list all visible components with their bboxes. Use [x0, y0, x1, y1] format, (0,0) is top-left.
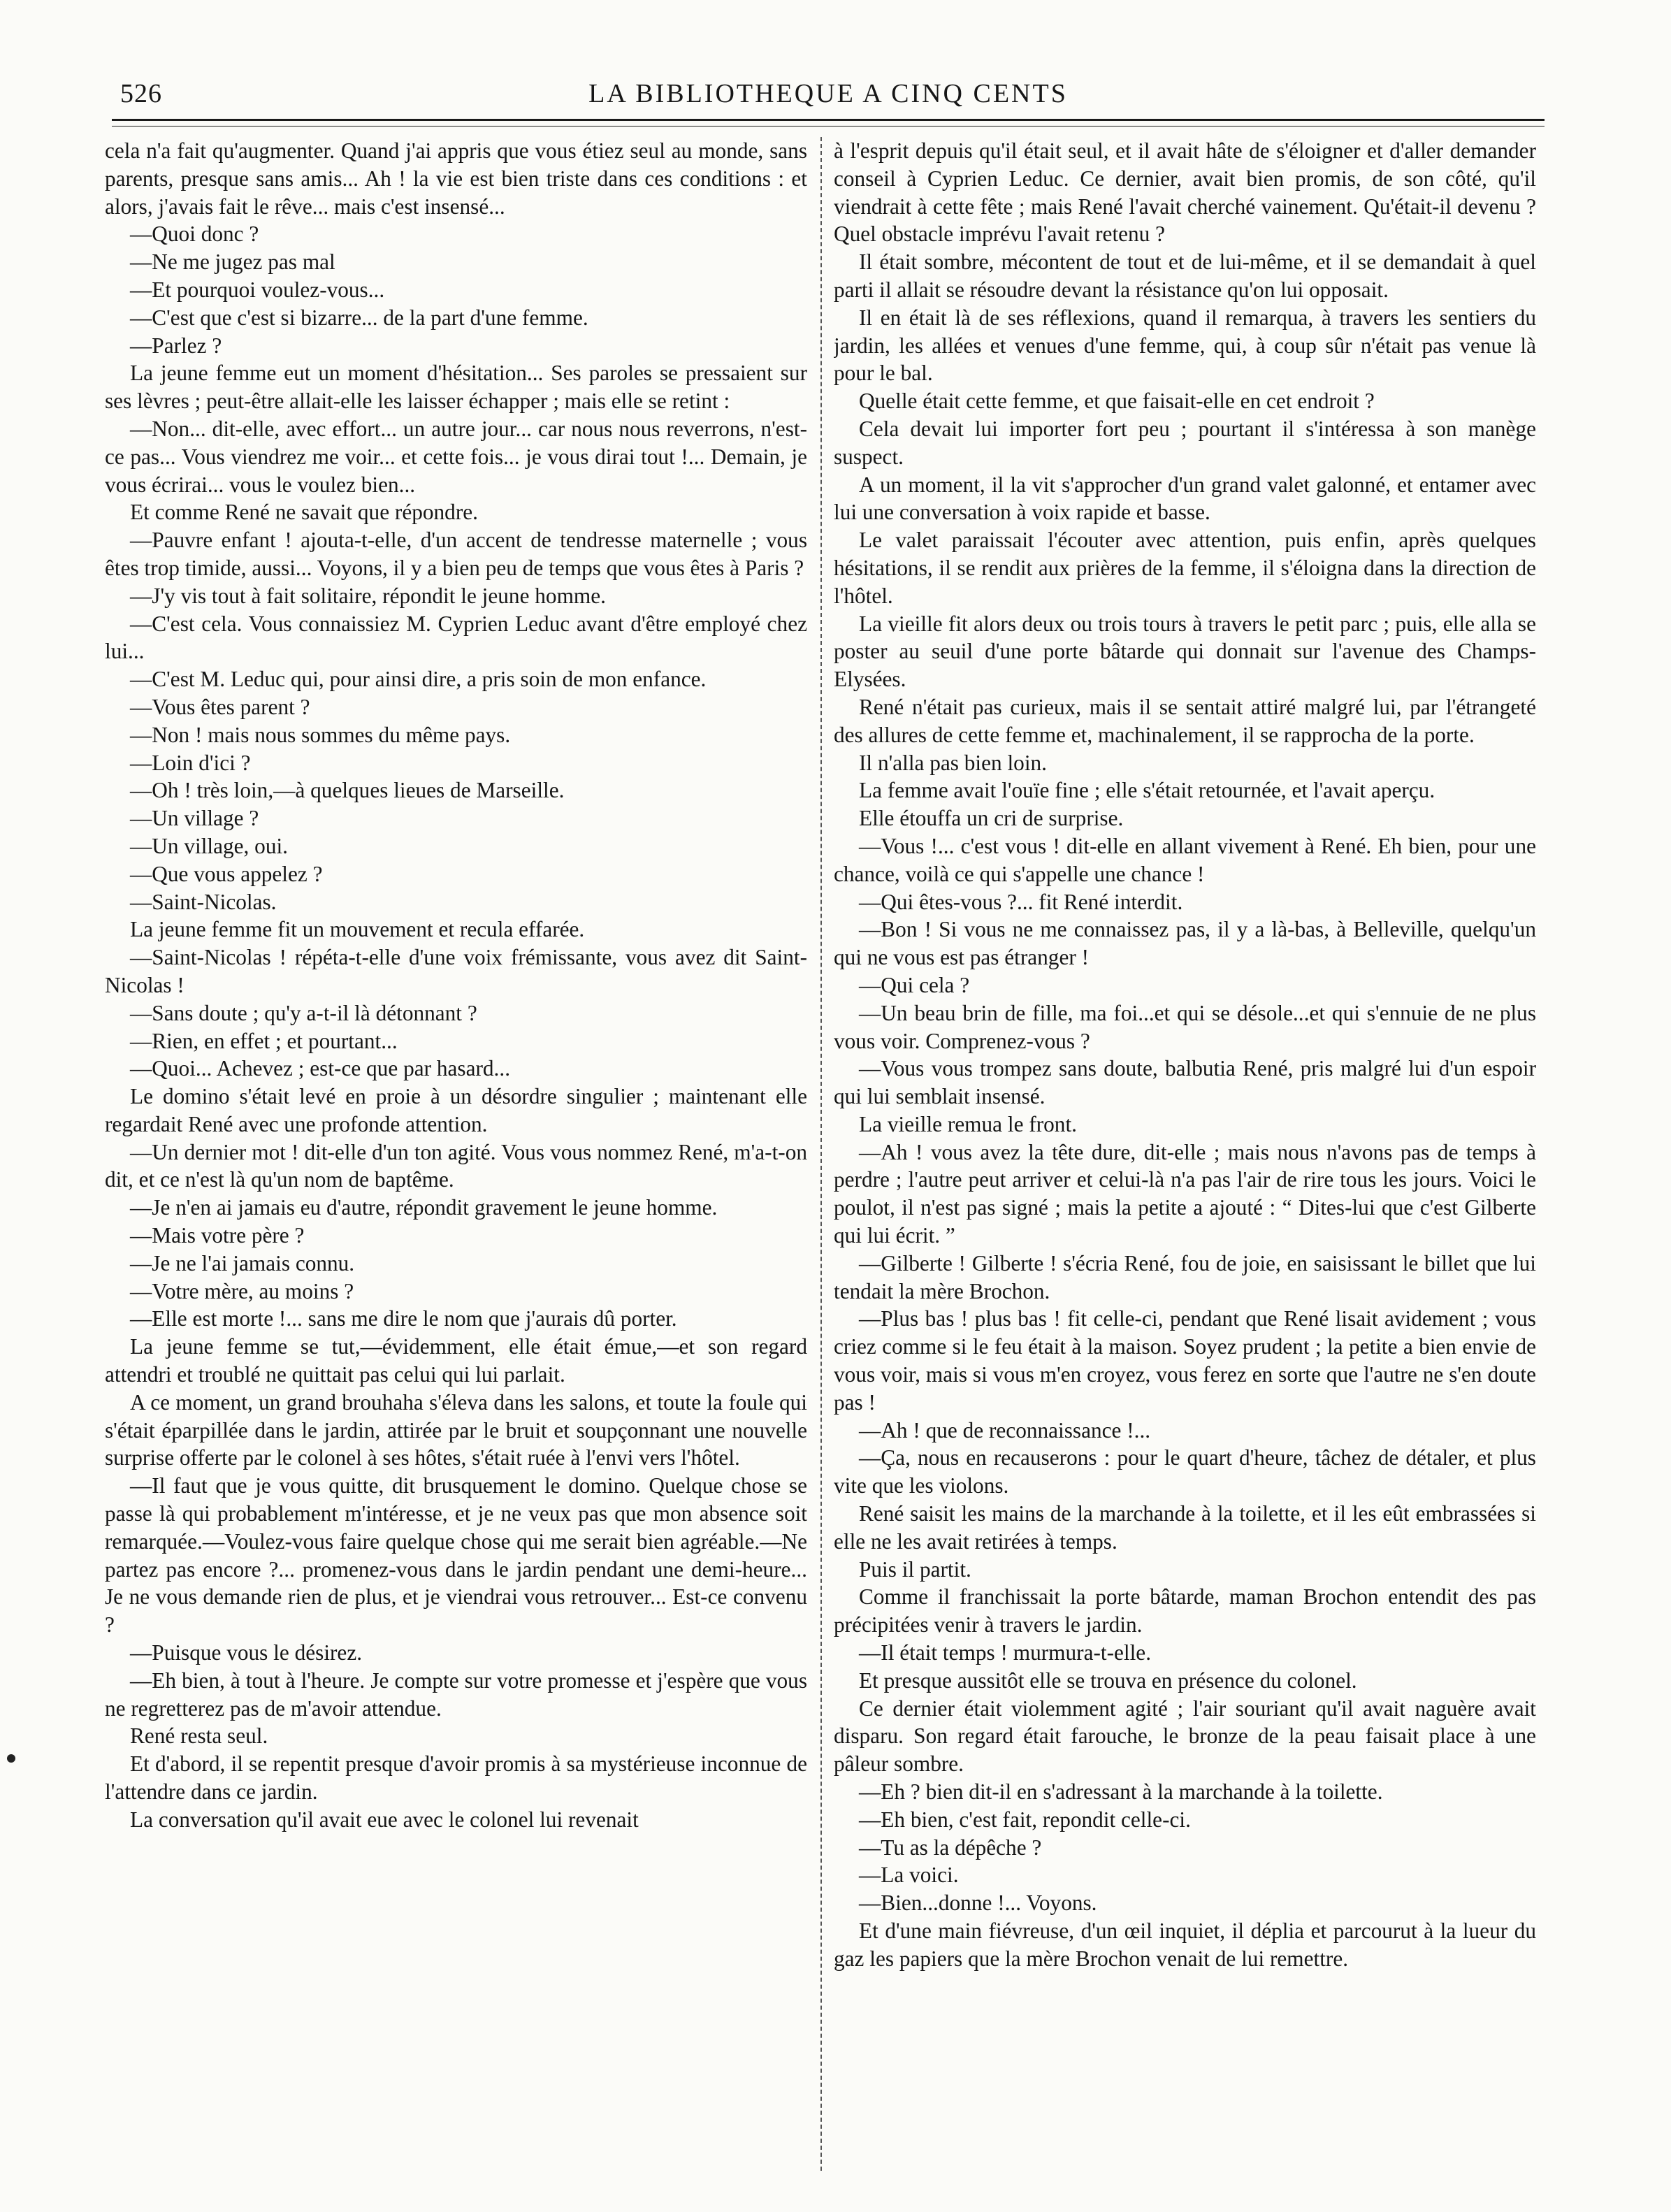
margin-ink-dot	[7, 1754, 15, 1763]
paragraph: —Saint-Nicolas ! répéta-t-elle d'une voix frémissante, vous avez dit Saint-Nicolas !	[105, 945, 807, 997]
paragraph: René n'était pas curieux, mais il se sentait attiré malgré lui, par l'étrangeté des allures de cette femme et, machinalement, il se rapprocha de la porte.	[834, 694, 1536, 747]
paragraph: Elle étouffa un cri de surprise.	[859, 806, 1124, 831]
paragraph: —Gilberte ! Gilberte ! s'écria René, fou de joie, en saisissant le billet que lui tendait la mère Brochon.	[834, 1250, 1536, 1303]
paragraph: Et d'abord, il se repentit presque d'avoir promis à sa mystérieuse inconnue de l'attendre dans ce jardin.	[105, 1751, 807, 1805]
paragraph: —J'y vis tout à fait solitaire, répondit le jeune homme.	[130, 583, 606, 608]
paragraph: —Non ! mais nous sommes du même pays.	[130, 722, 511, 747]
paragraph: —Il était temps ! murmura-t-elle.	[859, 1640, 1152, 1665]
paragraph: —Vous !... c'est vous ! dit-elle en allant vivement à René. Eh bien, pour une chance, voilà ce qui s'appelle une chance !	[834, 833, 1536, 886]
paragraph: —Il faut que je vous quitte, dit brusquement le domino. Quelque chose se passe là qui probablement m'intéresse, et je ne veux pas que mon absence soit remarquée.—Voulez-vous faire quelque chose qui me serait bien agréable.—Ne partez pas encore ?... promenez-vous dans le jardin pendant une demi-heure... Je ne vous demande rien de plus, et je viendrai vous retrouver... Est-ce convenu ?	[105, 1473, 807, 1638]
right-column	[834, 137, 1536, 2185]
paragraph: —Pauvre enfant ! ajouta-t-elle, d'un accent de tendresse maternelle ; vous êtes trop timide, aussi... Voyons, il y a bien peu de temps que vous êtes à Paris ?	[105, 528, 807, 580]
paragraph: —Ne me jugez pas mal	[130, 250, 335, 275]
paragraph: —Vous vous trompez sans doute, balbutia René, pris malgré lui d'un espoir qui lui semblait insensé.	[834, 1056, 1536, 1109]
paragraph: cela n'a fait qu'augmenter. Quand j'ai appris que vous étiez seul au monde, sans parents, presque sans amis... Ah ! la vie est bien triste dans ces conditions : et alors, j'avais fait le rêve... mais c'est insensé...	[105, 138, 807, 219]
paragraph: —Bien...donne !... Voyons.	[859, 1891, 1097, 1916]
paragraph: A un moment, il la vit s'approcher d'un grand valet galonné, et entamer avec lui une conversation à voix rapide et basse.	[834, 472, 1536, 525]
paragraph: —C'est M. Leduc qui, pour ainsi dire, a pris soin de mon enfance.	[130, 667, 707, 692]
page-header	[112, 78, 1545, 120]
column-divider	[820, 137, 822, 2171]
paragraph: Comme il franchissait la porte bâtarde, maman Brochon entendit des pas précipitées venir à travers le jardin.	[834, 1584, 1536, 1638]
paragraph: —Oh ! très loin,—à quelques lieues de Marseille.	[130, 778, 565, 803]
paragraph: —Plus bas ! plus bas ! fit celle-ci, pendant que René lisait avidement ; vous criez comme si le feu était à la maison. Soyez prudent ; la petite a bien envie de vous voir, mais si vous m'en croyez, vous ferez en sorte que l'autre ne s'en doute pas !	[834, 1306, 1536, 1415]
paragraph: Quelle était cette femme, et que faisait-elle en cet endroit ?	[859, 389, 1375, 414]
paragraph: La jeune femme se tut,—évidemment, elle était émue,—et son regard attendri et troublé ne quittait pas celui qui lui parlait.	[105, 1334, 807, 1387]
paragraph: —Et pourquoi voulez-vous...	[130, 277, 385, 302]
paragraph: —Ah ! que de reconnaissance !...	[859, 1417, 1151, 1443]
page-number: 526	[120, 79, 162, 108]
paragraph: —Un beau brin de fille, ma foi...et qui se désole...et qui s'ennuie de ne plus vous voir. Comprenez-vous ?	[834, 1000, 1536, 1053]
paragraph: —Vous êtes parent ?	[130, 694, 310, 719]
paragraph: Il en était là de ses réflexions, quand il remarqua, à travers les sentiers du jardin, les allées et venues d'une femme, qui, à coup sûr n'était pas venue là pour le bal.	[834, 305, 1536, 386]
paragraph: La conversation qu'il avait eue avec le colonel lui revenait	[130, 1807, 639, 1832]
paragraph: —Tu as la dépêche ?	[859, 1835, 1042, 1860]
paragraph: La jeune femme eut un moment d'hésitation... Ses paroles se pressaient sur ses lèvres ; peut-être allait-elle les laisser échapper ; mais elle se retint :	[105, 361, 807, 414]
paragraph: Et comme René ne savait que répondre.	[130, 500, 478, 525]
paragraph: —Eh ? bien dit-il en s'adressant à la marchande à la toilette.	[859, 1779, 1383, 1805]
paragraph: —Un village ?	[130, 806, 259, 831]
paragraph: Puis il partit.	[859, 1556, 971, 1582]
paragraph: —Rien, en effet ; et pourtant...	[130, 1028, 398, 1053]
paragraph: A ce moment, un grand brouhaha s'éleva dans les salons, et toute la foule qui s'était éparpillée dans le jardin, attirée par le bruit et soupçonnant une nouvelle surprise offerte par le colonel à ses hôtes, s'était ruée à l'envi vers l'hôtel.	[105, 1389, 807, 1470]
paragraph: La vieille remua le front.	[859, 1111, 1077, 1136]
paragraph: —Votre mère, au moins ?	[130, 1278, 354, 1303]
paragraph: —Je n'en ai jamais eu d'autre, répondit gravement le jeune homme.	[130, 1195, 718, 1220]
paragraph: —Qui cela ?	[859, 972, 970, 997]
paragraph: René resta seul.	[130, 1723, 268, 1749]
paragraph: La vieille fit alors deux ou trois tours à travers le petit parc ; puis, elle alla se poster au seuil d'une porte bâtarde qui donnait sur l'avenue des Champs-Elysées.	[834, 611, 1536, 692]
paragraph: Il n'alla pas bien loin.	[859, 750, 1047, 775]
paragraph: La femme avait l'ouïe fine ; elle s'était retournée, et l'avait aperçu.	[859, 778, 1435, 803]
paragraph: Cela devait lui importer fort peu ; pourtant il s'intéressa à son manège suspect.	[834, 416, 1536, 469]
paragraph: —Que vous appelez ?	[130, 861, 323, 886]
header-rule-thick	[112, 119, 1545, 121]
paragraph: —La voici.	[859, 1863, 959, 1888]
paragraph: à l'esprit depuis qu'il était seul, et il avait hâte de s'éloigner et d'aller demander conseil à Cyprien Leduc. Ce dernier, avait bien promis, de son côté, qu'il viendrait à cette fête ; mais René l'avait cherché vainement. Qu'était-il devenu ? Quel obstacle imprévu l'avait retenu ?	[834, 138, 1536, 247]
paragraph: —Quoi donc ?	[130, 222, 259, 247]
paragraph: —Saint-Nicolas.	[130, 889, 277, 914]
paragraph: —Je ne l'ai jamais connu.	[130, 1250, 355, 1275]
paragraph: René saisit les mains de la marchande à la toilette, et il les eût embrassées si elle ne les avait retirées à temps.	[834, 1501, 1536, 1554]
paragraph: Le domino s'était levé en proie à un désordre singulier ; maintenant elle regardait René avec une profonde attention.	[105, 1084, 807, 1136]
paragraph: —Loin d'ici ?	[130, 750, 251, 775]
paragraph: —Un village, oui.	[130, 833, 289, 858]
paragraph: —Parlez ?	[130, 333, 222, 358]
paragraph: Et presque aussitôt elle se trouva en présence du colonel.	[859, 1668, 1357, 1693]
running-title: LA BIBLIOTHEQUE A CINQ CENTS	[588, 79, 1068, 108]
paragraph: —Ça, nous en recauserons : pour le quart d'heure, tâchez de détaler, et plus vite que les violons.	[834, 1445, 1536, 1498]
paragraph: —C'est cela. Vous connaissiez M. Cyprien Leduc avant d'être employé chez lui...	[105, 611, 807, 664]
paragraph: Il était sombre, mécontent de tout et de lui-même, et il se demandait à quel parti il allait se résoudre devant la résistance qu'on lui opposait.	[834, 250, 1536, 302]
paragraph: —Eh bien, c'est fait, repondit celle-ci.	[859, 1807, 1191, 1832]
paragraph: —Ah ! vous avez la tête dure, dit-elle ; mais nous n'avons pas de temps à perdre ; l'autre peut arriver et celui-là n'a pas l'air de rire tous les jours. Voici le poulot, il n'est pas signé ; mais la petite a ajouté : “ Dites-lui que c'est Gilberte qui lui écrit. ”	[834, 1139, 1536, 1248]
paragraph: —Quoi... Achevez ; est-ce que par hasard...	[130, 1056, 511, 1081]
paragraph: —Eh bien, à tout à l'heure. Je compte sur votre promesse et j'espère que vous ne regretterez pas de m'avoir attendue.	[105, 1668, 807, 1721]
paragraph: —Puisque vous le désirez.	[130, 1640, 363, 1665]
paragraph: Et d'une main fiévreuse, d'un œil inquiet, il déplia et parcourut à la lueur du gaz les papiers que la mère Brochon venait de lui remettre.	[834, 1918, 1536, 1971]
paragraph: Ce dernier était violemment agité ; l'air souriant qu'il avait naguère avait disparu. Son regard était farouche, le bronze de la peau faisait place à une pâleur sombre.	[834, 1696, 1536, 1777]
paragraph: —Mais votre père ?	[130, 1223, 305, 1248]
paragraph: —C'est que c'est si bizarre... de la part d'une femme.	[130, 305, 588, 330]
paragraph: —Elle est morte !... sans me dire le nom que j'aurais dû porter.	[130, 1306, 677, 1331]
left-column	[105, 137, 807, 2185]
paragraph: —Non... dit-elle, avec effort... un autre jour... car nous nous reverrons, n'est-ce pas... Vous viendrez me voir... et cette fois... je vous dirai tout !... Demain, je vous écrirai... vous le voulez bien...	[105, 416, 807, 497]
paragraph: —Bon ! Si vous ne me connaissez pas, il y a là-bas, à Belleville, quelqu'un qui ne vous est pas étranger !	[834, 917, 1536, 970]
paragraph: —Qui êtes-vous ?... fit René interdit.	[859, 889, 1183, 914]
paragraph: Le valet paraissait l'écouter avec attention, puis enfin, après quelques hésitations, il se rendit aux prières de la femme, il s'éloigna dans la direction de l'hôtel.	[834, 528, 1536, 608]
paragraph: —Un dernier mot ! dit-elle d'un ton agité. Vous vous nommez René, m'a-t-on dit, et ce n'est là qu'un nom de baptême.	[105, 1139, 807, 1192]
paragraph: La jeune femme fit un mouvement et recula effarée.	[130, 917, 585, 942]
paragraph: —Sans doute ; qu'y a-t-il là détonnant ?	[130, 1000, 477, 1025]
